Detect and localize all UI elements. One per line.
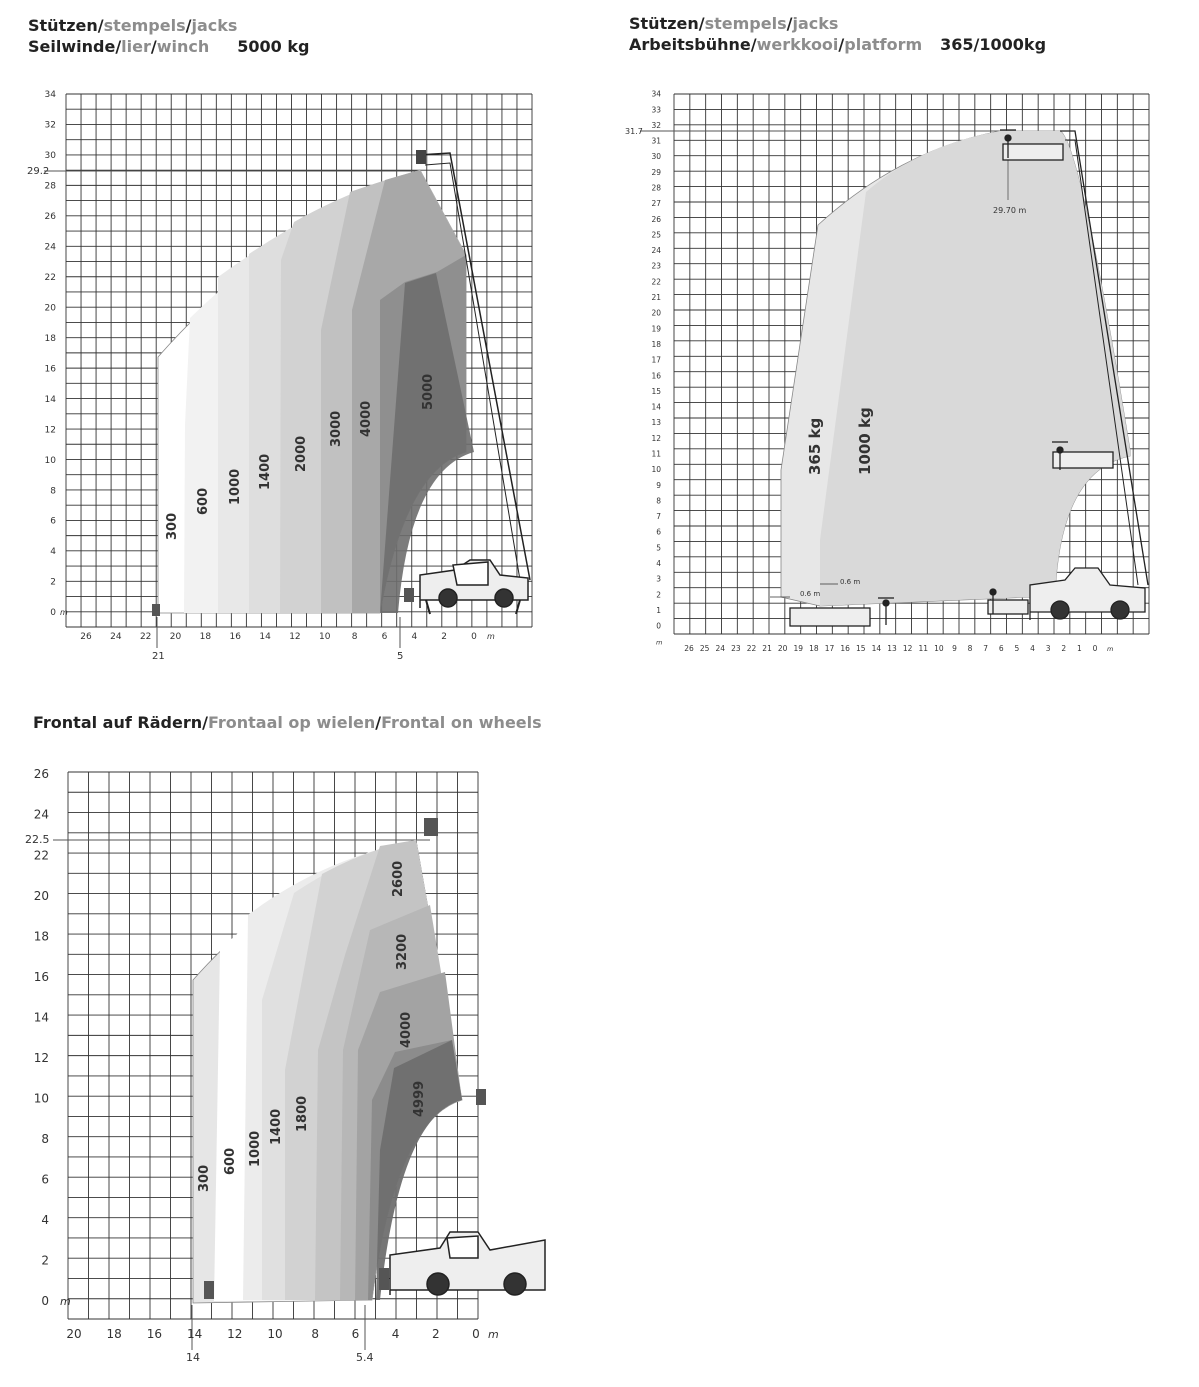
x-tick-label: 12 [902, 644, 913, 653]
y-tick-label: 12 [651, 433, 661, 443]
y-tick-label: 3 [656, 574, 661, 584]
y-tick-label: 0 [656, 621, 661, 631]
chart1-wheel-left [439, 589, 457, 607]
chart3-fork-top [424, 818, 438, 836]
chart1-label-300: 300 [165, 512, 180, 540]
x-tick-label: 3 [1045, 644, 1051, 653]
y-tick-label: 29 [651, 167, 661, 177]
y-tick-label: 8 [50, 486, 56, 497]
x-tick-label: 0 [1092, 644, 1098, 653]
x-tick-label: 7 [983, 644, 989, 653]
chart3-label-300: 300 [197, 1164, 212, 1192]
chart1-label-4000: 4000 [359, 400, 374, 437]
x-tick-label: 20 [169, 632, 182, 642]
x-tick-label: 20 [777, 644, 788, 653]
chart1-label-600: 600 [196, 487, 211, 515]
chart3-fork-left [204, 1281, 214, 1299]
chart1-marker-x-right-label: 5 [397, 651, 404, 662]
y-tick-label: 4 [50, 547, 56, 558]
chart1 [27, 90, 532, 662]
chart1-winch-head [416, 150, 426, 164]
chart2-label-1000: 1000 kg [856, 407, 874, 475]
y-unit-label: m [656, 638, 663, 647]
chart2-wheel-left [1051, 601, 1069, 619]
x-tick-label: 6 [998, 644, 1004, 653]
chart1-label-1400: 1400 [258, 453, 273, 490]
x-unit-label: m [488, 1328, 499, 1341]
x-tick-label: 6 [381, 632, 388, 642]
x-tick-label: 24 [110, 632, 122, 642]
x-tick-label: 23 [731, 644, 741, 653]
x-tick-label: 21 [762, 644, 772, 653]
x-tick-label: 26 [80, 632, 92, 642]
x-tick-label: 6 [351, 1327, 360, 1341]
y-tick-label: 2 [41, 1253, 49, 1268]
y-tick-label: 9 [656, 480, 661, 490]
chart3-title: Frontal auf Rädern/Frontaal op wielen/Frontal on wheels [33, 713, 542, 732]
x-tick-label: 2 [1061, 644, 1067, 653]
x-tick-label: 16 [229, 632, 241, 642]
x-tick-label: 2 [431, 1327, 440, 1341]
y-tick-label: 7 [656, 512, 661, 522]
y-tick-label: 24 [33, 807, 49, 822]
x-tick-label: 19 [793, 644, 804, 653]
chart2-offset-label-2: 0.6 m [840, 578, 861, 586]
y-tick-label: 15 [651, 386, 661, 396]
x-tick-label: 26 [684, 644, 694, 653]
chart2-label-365: 365 kg [806, 417, 824, 475]
x-tick-label: 4 [1030, 644, 1035, 653]
y-tick-label: 2 [656, 590, 661, 600]
x-tick-label: 18 [106, 1327, 122, 1341]
chart1-label-3000: 3000 [329, 410, 344, 447]
chart3-wheel-left [427, 1273, 449, 1295]
x-tick-label: 0 [472, 1327, 480, 1341]
y-tick-label: 33 [651, 105, 661, 115]
x-tick-label: 11 [918, 644, 929, 653]
y-tick-label: 14 [44, 394, 56, 405]
y-tick-label: 30 [651, 152, 661, 162]
x-tick-label: 4 [411, 632, 418, 642]
y-tick-label: 34 [651, 89, 661, 99]
y-tick-label: 0 [41, 1294, 49, 1309]
y-tick-label: 21 [651, 293, 661, 303]
y-tick-label: 22 [651, 277, 661, 287]
y-tick-label: 24 [651, 246, 661, 256]
y-tick-label: 32 [44, 120, 56, 131]
chart3-label-1000: 1000 [248, 1130, 263, 1167]
y-tick-label: 8 [656, 496, 661, 506]
chart3-label-3200: 3200 [395, 933, 410, 970]
y-tick-label: 19 [651, 324, 661, 334]
chart1-title-line2: Seilwinde/lier/winch 5000 kg [28, 37, 310, 56]
y-tick-label: 20 [33, 888, 49, 903]
x-tick-label: 20 [66, 1327, 82, 1341]
chart1-marker-x-left-label: 21 [152, 651, 165, 662]
x-tick-label: 0 [471, 632, 477, 642]
x-tick-label: 12 [227, 1327, 243, 1341]
x-tick-label: 5 [1014, 644, 1020, 653]
y-tick-label: 10 [44, 455, 56, 466]
x-tick-label: 17 [824, 644, 835, 653]
chart2-wheel-right [1111, 601, 1129, 619]
x-tick-label: 9 [952, 644, 957, 653]
y-tick-label: 8 [41, 1132, 49, 1147]
y-tick-label: 18 [33, 929, 49, 944]
y-tick-label: 10 [651, 465, 661, 475]
chart1-label-1000: 1000 [228, 468, 243, 505]
y-tick-label: 18 [651, 339, 661, 349]
y-tick-label: 27 [651, 199, 661, 209]
x-unit-label: m [1107, 645, 1114, 653]
x-tick-label: 14 [871, 644, 882, 653]
y-tick-label: 12 [33, 1050, 49, 1065]
chart2-offset-label-1: 0.6 m [800, 590, 821, 598]
chart3-marker-x-left-label: 14 [186, 1351, 200, 1364]
y-tick-label: 25 [651, 230, 661, 240]
x-tick-label: 8 [351, 632, 358, 642]
x-tick-label: 14 [259, 632, 271, 642]
y-tick-label: 18 [44, 333, 56, 344]
x-tick-label: 2 [441, 632, 448, 642]
chart1-hook-left [152, 604, 160, 616]
chart1-marker-y-label: 29.2 [27, 166, 50, 177]
y-unit-label: m [60, 608, 68, 618]
chart1-label-5000: 5000 [421, 373, 436, 410]
x-unit-label: m [487, 632, 495, 641]
y-tick-label: 6 [50, 516, 56, 527]
chart3-label-1400: 1400 [269, 1108, 284, 1145]
chart1-capacity: 5000 kg [237, 37, 310, 56]
chart3 [25, 767, 545, 1364]
x-tick-label: 8 [311, 1327, 320, 1341]
y-tick-label: 14 [33, 1010, 49, 1025]
y-tick-label: 17 [651, 355, 661, 365]
y-tick-label: 6 [656, 527, 661, 537]
x-tick-label: 1 [1076, 644, 1082, 653]
chart3-label-1800: 1800 [295, 1095, 310, 1132]
chart3-fork-mid [476, 1089, 486, 1105]
y-tick-label: 24 [44, 242, 56, 253]
y-tick-label: 13 [651, 418, 661, 428]
x-tick-label: 18 [199, 632, 212, 642]
chart1-title-line1: Stützen/stempels/jacks [28, 16, 238, 35]
chart3-marker-y-label: 22.5 [25, 833, 50, 846]
chart3-marker-x-right-label: 5.4 [356, 1351, 374, 1364]
y-tick-label: 11 [651, 449, 661, 459]
chart2-title-line1: Stützen/stempels/jacks [629, 14, 839, 33]
chart3-zones [193, 840, 462, 1303]
chart3-fork-right [379, 1268, 389, 1290]
y-tick-label: 28 [651, 183, 661, 193]
chart3-label-600: 600 [223, 1147, 238, 1175]
y-tick-label: 26 [651, 214, 661, 224]
y-tick-label: 22 [44, 272, 56, 283]
y-tick-label: 2 [50, 577, 56, 588]
x-tick-label: 22 [746, 644, 757, 653]
chart3-label-2600: 2600 [391, 860, 406, 897]
x-tick-label: 4 [391, 1327, 400, 1341]
chart1-wheel-right [495, 589, 513, 607]
chart2-marker-y-label: 31.7 [625, 127, 643, 136]
y-tick-label: 16 [651, 371, 661, 381]
y-tick-label: 10 [33, 1091, 49, 1106]
x-tick-label: 16 [840, 644, 850, 653]
y-tick-label: 5 [656, 543, 661, 553]
y-tick-label: 20 [651, 308, 661, 318]
x-tick-label: 15 [855, 644, 866, 653]
y-tick-label: 4 [41, 1213, 49, 1228]
x-tick-label: 16 [146, 1327, 163, 1341]
y-tick-label: 23 [651, 261, 661, 271]
x-tick-label: 24 [715, 644, 726, 653]
x-tick-label: 13 [887, 644, 897, 653]
y-tick-label: 1 [656, 605, 661, 615]
chart3-wheel-right [504, 1273, 526, 1295]
y-tick-label: 34 [44, 90, 56, 101]
y-tick-label: 0 [50, 608, 56, 619]
y-tick-label: 28 [44, 181, 56, 192]
y-tick-label: 26 [33, 767, 49, 782]
y-tick-label: 32 [651, 120, 661, 130]
y-tick-label: 16 [33, 969, 49, 984]
x-tick-label: 12 [289, 632, 301, 642]
y-tick-label: 20 [44, 303, 56, 314]
y-tick-label: 6 [41, 1172, 49, 1187]
y-tick-label: 22 [33, 848, 49, 863]
x-tick-label: 25 [699, 644, 710, 653]
x-tick-label: 10 [934, 644, 944, 653]
y-tick-label: 30 [44, 151, 56, 162]
y-tick-label: 12 [44, 425, 56, 436]
y-tick-label: 26 [44, 212, 56, 223]
chart2 [625, 90, 1149, 653]
chart3-label-4999: 4999 [412, 1080, 427, 1117]
y-tick-label: 4 [656, 559, 661, 569]
y-tick-label: 16 [44, 364, 56, 375]
chart3-label-4000: 4000 [399, 1011, 414, 1048]
x-tick-label: 10 [267, 1327, 283, 1341]
y-unit-label: m [60, 1295, 71, 1309]
x-tick-label: 8 [967, 644, 973, 653]
x-tick-label: 22 [139, 632, 152, 642]
chart2-capacity: 365/1000kg [940, 35, 1047, 54]
chart2-title-line2: Arbeitsbühne/werkkooi/platform 365/1000kg [629, 35, 1047, 54]
chart2-annotation-height: 29.70 m [993, 206, 1027, 215]
chart1-label-2000: 2000 [294, 435, 309, 472]
x-tick-label: 14 [186, 1327, 203, 1341]
y-tick-label: 14 [651, 402, 661, 412]
x-tick-label: 10 [319, 632, 331, 642]
x-tick-label: 18 [809, 644, 819, 653]
y-tick-label: 31 [651, 136, 661, 146]
